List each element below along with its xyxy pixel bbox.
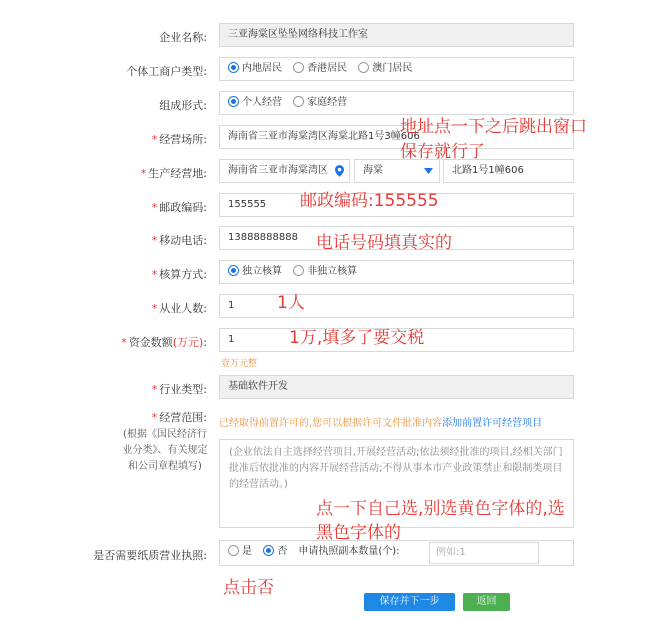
required-mark: * xyxy=(151,383,158,396)
production-region-select[interactable] xyxy=(219,159,350,183)
save-next-button[interactable]: 保存并下一步 xyxy=(364,593,455,611)
back-button[interactable]: 返回 xyxy=(463,593,510,611)
company-name-field: 三亚海棠区坠坠网络科技工作室 xyxy=(219,23,574,47)
capital-hint: 壹万元整 xyxy=(221,359,258,369)
annotation-money: 1万,填多了要交税 xyxy=(289,328,425,348)
merchant-type-radio-group xyxy=(219,57,574,81)
industry-field: 基础软件开发 xyxy=(219,375,574,399)
production-detail-input[interactable]: 北路1号1幢606 xyxy=(443,159,574,183)
production-district-select[interactable] xyxy=(354,159,440,183)
accounting-option-dependent[interactable] xyxy=(293,261,357,283)
accounting-label xyxy=(152,266,207,282)
option-label: 独立核算 xyxy=(242,266,282,277)
required-mark: * xyxy=(140,167,147,180)
company-name-label: 企业名称: xyxy=(159,31,207,44)
radio-selected-icon xyxy=(263,545,274,556)
annotation-people: 1人 xyxy=(277,293,305,313)
capital-unit: (万元) xyxy=(172,336,204,349)
option-label: 否 xyxy=(277,546,288,557)
required-mark: * xyxy=(151,133,158,146)
label-text: 行业类型: xyxy=(159,383,207,396)
radio-icon xyxy=(358,62,369,73)
required-mark: * xyxy=(151,302,158,315)
radio-selected-icon xyxy=(228,265,239,276)
annotation-address: 地址点一下之后跳出窗口 xyxy=(400,117,587,137)
radio-selected-icon xyxy=(228,96,239,107)
scope-note: (根据《国民经济行业分类》、有关规定和公司章程填写) xyxy=(122,429,208,472)
mobile-label xyxy=(152,232,207,248)
option-label: 香港居民 xyxy=(307,63,348,74)
option-label: 非独立核算 xyxy=(307,266,358,277)
annotation-scope-2: 黑色字体的 xyxy=(316,523,401,543)
org-form-option-personal[interactable] xyxy=(228,92,282,114)
annotation-phone: 电话号码填真实的 xyxy=(316,233,452,253)
scope-textarea[interactable]: (企业依法自主选择经营项目,开展经营活动;依法须经批准的项目,经相关部门批准后依批准的内容开展经营活动;不得从事本市产业政策禁止和限制类项目的经营活动。) xyxy=(219,439,574,528)
mobile-input[interactable]: 13888888888 xyxy=(219,226,574,250)
label-text: 邮政编码: xyxy=(159,201,207,214)
option-label: 内地居民 xyxy=(242,63,282,74)
business-place-input[interactable]: 海南省三亚市海棠湾区海棠北路1号3幢606 xyxy=(219,125,574,149)
label-text: 资金数额 xyxy=(128,336,173,349)
industry-label xyxy=(152,381,207,397)
radio-selected-icon xyxy=(228,62,239,73)
production-place-label xyxy=(141,165,207,181)
employees-label xyxy=(152,300,207,316)
radio-icon xyxy=(228,545,239,556)
merchant-type-option-hongkong[interactable] xyxy=(293,58,347,80)
district-value: 海棠 xyxy=(363,165,383,176)
location-pin-icon xyxy=(335,165,344,177)
scope-notice xyxy=(219,414,542,429)
org-form-option-family[interactable] xyxy=(293,92,347,114)
postal-code-label xyxy=(152,199,207,215)
annotation-postal: 邮政编码:155555 xyxy=(300,191,439,211)
option-label: 澳门居民 xyxy=(372,63,413,74)
radio-icon xyxy=(293,96,304,107)
copies-input[interactable]: 例如:1 xyxy=(429,542,539,564)
scope-label xyxy=(152,409,207,425)
business-place-label xyxy=(152,131,207,147)
paper-license-label: 是否需要纸质营业执照: xyxy=(93,549,207,562)
capital-label xyxy=(121,334,207,350)
label-text: 移动电话: xyxy=(159,234,207,247)
employees-input[interactable]: 1 xyxy=(219,294,574,318)
region-value: 海南省三亚市海棠湾区 xyxy=(228,165,328,176)
accounting-radio-group xyxy=(219,260,574,284)
merchant-type-option-mainland[interactable] xyxy=(228,58,282,80)
required-mark: * xyxy=(151,411,158,424)
radio-icon xyxy=(293,265,304,276)
annotation-scope: 点一下自己选,别选黄色字体的,选 xyxy=(316,499,565,519)
label-text: 经营场所: xyxy=(159,133,207,146)
paper-license-option-yes[interactable] xyxy=(228,541,252,563)
option-label: 是 xyxy=(242,546,252,557)
scope-notice-text: 已经取得前置许可的,您可以根据许可文件批准内容 xyxy=(219,418,443,429)
copies-label: 申请执照副本数量(个): xyxy=(298,546,400,557)
add-permit-link[interactable]: 添加前置许可经营项目 xyxy=(442,418,543,429)
accounting-option-independent[interactable] xyxy=(228,261,282,283)
capital-input[interactable]: 1 xyxy=(219,328,574,352)
required-mark: * xyxy=(151,234,158,247)
chevron-down-icon xyxy=(424,168,433,174)
label-text: 经营范围: xyxy=(159,411,207,424)
postal-code-input[interactable]: 155555 xyxy=(219,193,574,217)
label-text: 从业人数: xyxy=(159,302,207,315)
merchant-type-option-macau[interactable] xyxy=(358,58,412,80)
option-label: 家庭经营 xyxy=(307,97,348,108)
org-form-label: 组成形式: xyxy=(159,99,207,112)
required-mark: * xyxy=(151,201,158,214)
label-text: 核算方式: xyxy=(159,268,207,281)
required-mark: * xyxy=(151,268,158,281)
label-text: 生产经营地: xyxy=(148,167,207,180)
paper-license-option-no[interactable] xyxy=(263,541,287,563)
option-label: 个人经营 xyxy=(242,97,282,108)
radio-icon xyxy=(293,62,304,73)
label-colon: : xyxy=(203,336,207,349)
required-mark: * xyxy=(121,336,127,349)
annotation-address-2: 保存就行了 xyxy=(400,142,485,162)
annotation-click-no: 点击否 xyxy=(223,578,274,598)
merchant-type-label: 个体工商户类型: xyxy=(126,65,207,78)
